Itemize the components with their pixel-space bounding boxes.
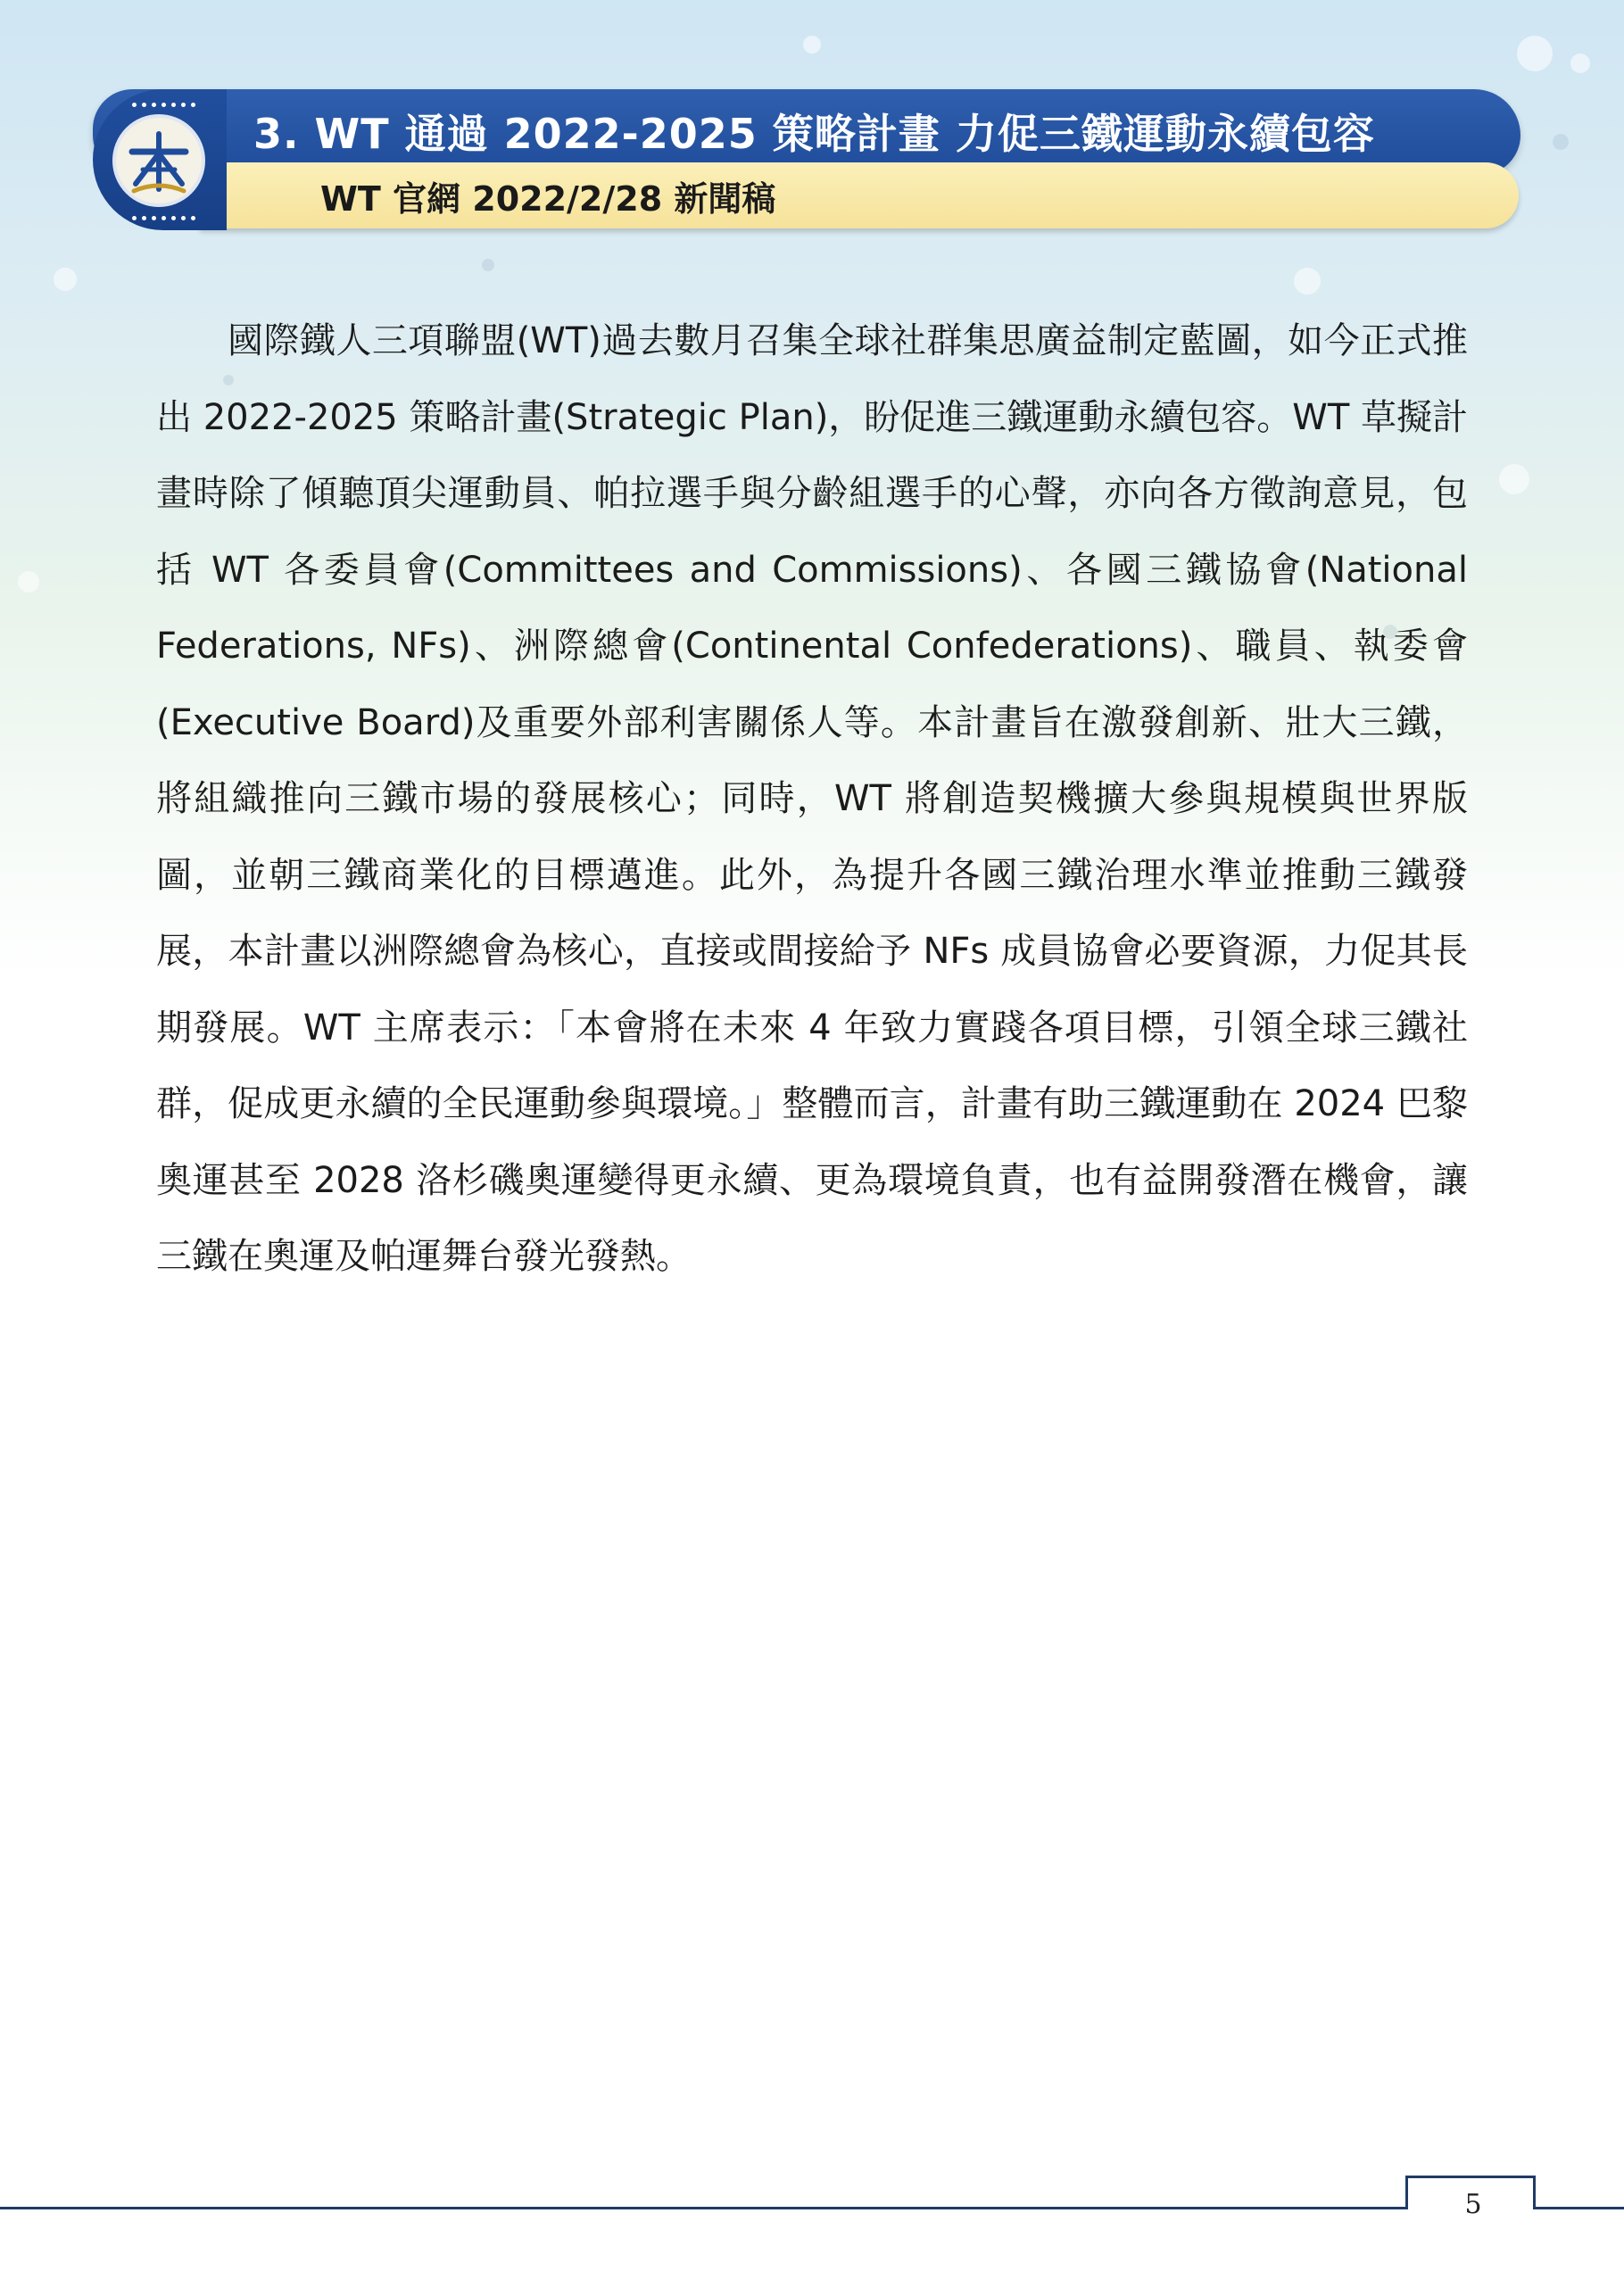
section-subtitle: WT 官網 2022/2/28 新聞稿 (320, 179, 776, 219)
bokeh-dot (18, 571, 39, 593)
page-number: 5 (1464, 2189, 1482, 2220)
decorative-dots (132, 103, 195, 107)
banner-logo-cap (93, 89, 227, 230)
section-title: 3. WT 通過 2022-2025 策略計畫 力促三鐵運動永續包容 (253, 110, 1375, 158)
bokeh-dot (1499, 464, 1529, 494)
section-header-banner (93, 89, 1520, 230)
bokeh-dot (1553, 134, 1569, 150)
bokeh-dot (54, 268, 77, 291)
bokeh-dot (1517, 36, 1553, 71)
logo-emblem-icon (116, 118, 202, 203)
bokeh-dot (1570, 54, 1590, 73)
triathlon-association-logo-icon (112, 114, 205, 207)
article-paragraph: 國際鐵人三項聯盟(WT)過去數月召集全球社群集思廣益制定藍圖，如今正式推出 2022-2025 策略計畫(Strategic Plan)，盼促進三鐵運動永續包容。WT 草擬計畫時除了傾聽頂尖運動員、帕拉選手與分齡組選手的心聲，亦向各方徵詢意見，包括 WT 各委員會(Committees and Commissions)、各國三鐵協會(National Federations, NFs)、洲際總會(Continental Confederations)、職員、執委會(Executive Board)及重要外部利害關係人等。本計畫旨在激發創新、壯大三鐵，將組織推向三鐵市場的發展核心；同時，WT 將創造契機擴大參與規模與世界版圖，並朝三鐵商業化的目標邁進。此外，為提升各國三鐵治理水準並推動三鐵發展，本計畫以洲際總會為核心，直接或間接給予 NFs 成員協會必要資源，力促其長期發展。WT 主席表示：「本會將在未來 4 年致力實踐各項目標，引領全球三鐵社群，促成更永續的全民運動參與環境。」整體而言，計畫有助三鐵運動在 2024 巴黎奧運甚至 2028 洛杉磯奧運變得更永續、更為環境負責，也有益開發潛在機會，讓三鐵在奧運及帕運舞台發光發熱。 (156, 320, 1468, 1277)
bokeh-dot (803, 36, 821, 54)
decorative-dots (132, 216, 195, 220)
page-number-tab (1405, 2176, 1536, 2220)
bokeh-dot (1294, 268, 1321, 294)
bokeh-dot (482, 259, 494, 271)
footer-rule (0, 2207, 1624, 2209)
article-body (156, 303, 1468, 1296)
